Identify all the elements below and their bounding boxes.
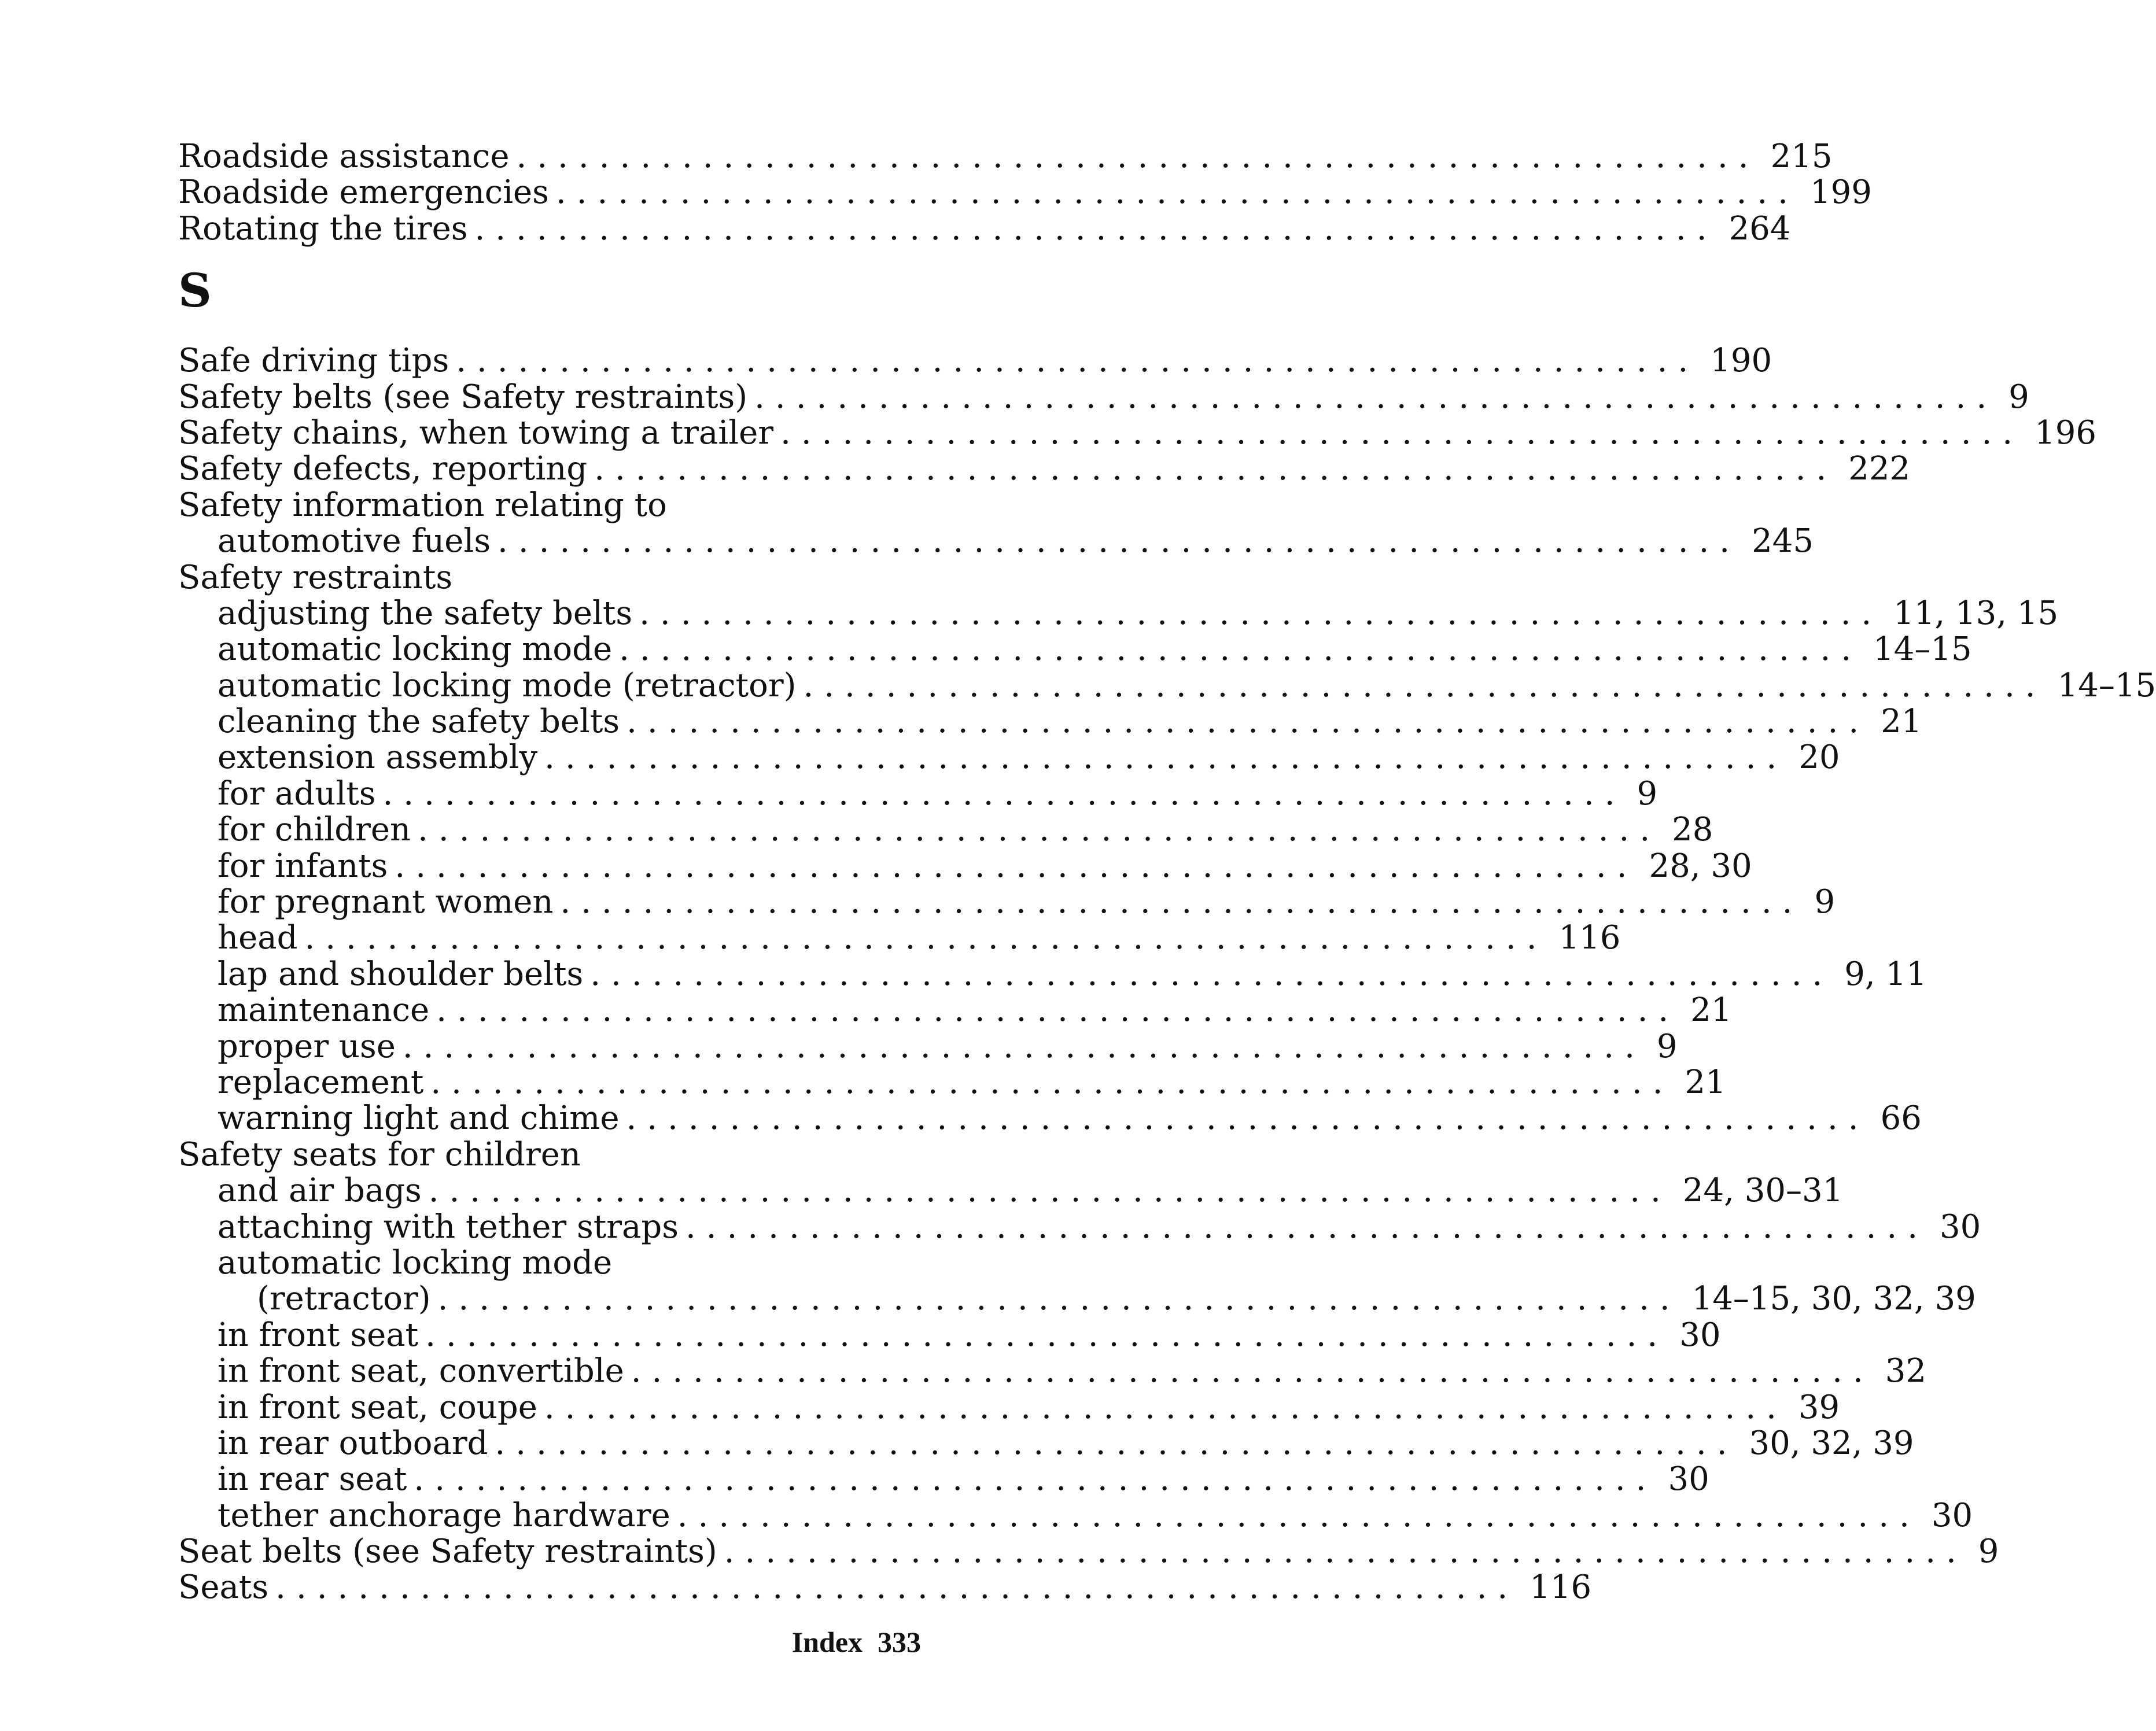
index-entry — [178, 991, 1732, 1029]
dot-leader: ............................................................ — [803, 666, 2046, 704]
index-term: replacement — [218, 1063, 424, 1101]
dot-leader: ............................................................ — [639, 594, 1882, 632]
index-entry — [178, 1027, 1678, 1065]
dot-leader: ............................................................ — [516, 138, 1759, 175]
index-entry — [178, 811, 1713, 849]
index-term: in rear outboard — [218, 1424, 488, 1462]
index-page-refs: 116 — [1558, 919, 1621, 957]
dot-leader: ............................................................ — [560, 883, 1803, 921]
index-page-refs: 9 — [1637, 774, 1658, 813]
index-page-refs: 14–15, 30, 32, 39 — [1691, 1280, 1976, 1318]
index-entry — [178, 1388, 1840, 1426]
index-term: Safety chains, when towing a trailer — [178, 414, 774, 452]
index-term: lap and shoulder belts — [218, 955, 584, 993]
index-term: adjusting the safety belts — [218, 594, 633, 632]
dot-leader: ............................................................ — [456, 342, 1699, 380]
index-entry — [178, 450, 1911, 488]
index-page-refs: 32 — [1885, 1352, 1927, 1390]
index-page-refs: 9 — [1978, 1533, 1999, 1571]
dot-leader: ............................................................ — [414, 1460, 1657, 1499]
index-page-refs: 20 — [1798, 739, 1840, 777]
index-entry — [178, 1137, 921, 1173]
index-entry — [178, 1063, 1726, 1101]
index-entries-s — [178, 342, 2156, 1607]
footer-page-number: 333 — [878, 1626, 921, 1658]
index-entry — [178, 919, 1621, 957]
index-term: head — [218, 919, 298, 957]
dot-leader: ............................................................ — [425, 1316, 1668, 1354]
index-term: automatic locking mode — [218, 1243, 613, 1282]
index-term: in rear seat — [218, 1460, 407, 1499]
index-entry — [178, 1533, 1999, 1571]
dot-leader: ............................................................ — [275, 1568, 1519, 1607]
index-page-refs: 24, 30–31 — [1682, 1172, 1844, 1210]
index-page-refs: 215 — [1770, 138, 1833, 175]
index-entry — [178, 488, 921, 523]
index-page-refs: 116 — [1530, 1568, 1592, 1607]
index-term: Rotating the tires — [178, 209, 468, 248]
footer-section-label: Index — [791, 1626, 863, 1658]
index-entry — [178, 847, 1752, 885]
index-term: extension assembly — [218, 739, 538, 777]
dot-leader: ............................................................ — [495, 1424, 1738, 1462]
index-page-refs: 30 — [1668, 1460, 1709, 1499]
index-entry — [178, 1208, 1981, 1246]
index-entry — [178, 666, 2156, 704]
dot-leader: ............................................................ — [382, 774, 1626, 813]
index-entry — [178, 774, 1658, 813]
dot-leader: ............................................................ — [754, 378, 1997, 416]
index-entry — [178, 703, 1922, 741]
index-term: Safety defects, reporting — [178, 450, 588, 488]
index-page-refs: 30 — [1679, 1316, 1721, 1354]
index-term: in front seat — [218, 1316, 419, 1354]
dot-leader: ............................................................ — [304, 919, 1547, 957]
index-page-refs: 21 — [1690, 991, 1732, 1029]
index-page-refs: 30, 32, 39 — [1749, 1424, 1914, 1462]
dot-leader: ............................................................ — [626, 703, 1870, 741]
index-page-refs: 39 — [1798, 1388, 1840, 1426]
index-term: automatic locking mode — [218, 630, 613, 669]
index-page-refs: 66 — [1880, 1099, 1922, 1138]
dot-leader: ............................................................ — [474, 209, 1718, 248]
index-page-refs: 9, 11 — [1844, 955, 1927, 993]
index-entry — [178, 1568, 1592, 1607]
index-term: tether anchorage hardware — [218, 1496, 670, 1534]
index-term: automatic locking mode (retractor) — [218, 666, 797, 704]
index-entry — [178, 1099, 1922, 1138]
index-page-refs: 21 — [1685, 1063, 1726, 1101]
index-page-refs: 9 — [1814, 883, 1836, 921]
index-term: for pregnant women — [218, 883, 554, 921]
dot-leader: ............................................................ — [497, 522, 1741, 560]
index-page-refs: 190 — [1710, 342, 1772, 380]
index-entry — [178, 630, 1972, 669]
index-entry — [178, 594, 2059, 632]
dot-leader: ............................................................ — [437, 1280, 1680, 1318]
index-page-refs: 199 — [1809, 174, 1872, 212]
dot-leader: ............................................................ — [402, 1027, 1645, 1065]
index-term: Roadside assistance — [178, 138, 510, 175]
section-letter: S — [178, 263, 212, 318]
index-entry — [178, 342, 1772, 380]
dot-leader: ............................................................ — [436, 991, 1679, 1029]
dot-leader: ............................................................ — [619, 630, 1862, 669]
index-term: maintenance — [218, 991, 430, 1029]
dot-leader: ............................................................ — [418, 811, 1661, 849]
index-entry — [178, 1460, 1709, 1499]
index-term: Safety seats for children — [178, 1135, 581, 1173]
index-term: cleaning the safety belts — [218, 703, 620, 741]
index-term: in front seat, coupe — [218, 1388, 537, 1426]
dot-leader: ............................................................ — [555, 174, 1798, 212]
index-page-refs: 9 — [2008, 378, 2029, 416]
index-term: Seat belts (see Safety restraints) — [178, 1533, 717, 1571]
dot-leader: ............................................................ — [430, 1063, 1674, 1101]
index-term: automotive fuels — [218, 522, 491, 560]
index-page — [178, 138, 2156, 1607]
dot-leader: ............................................................ — [631, 1352, 1874, 1390]
index-page-refs: 11, 13, 15 — [1893, 594, 2059, 632]
index-term: Seats — [178, 1568, 269, 1607]
index-entry — [178, 209, 1791, 248]
dot-leader: ............................................................ — [395, 847, 1638, 885]
dot-leader: ............................................................ — [428, 1172, 1671, 1210]
index-entry — [178, 560, 921, 596]
index-page-refs: 14–15 — [2057, 666, 2156, 704]
index-page-refs: 14–15 — [1873, 630, 1972, 669]
index-term: in front seat, convertible — [218, 1352, 624, 1390]
index-entry — [178, 739, 1840, 777]
dot-leader: ............................................................ — [544, 1388, 1787, 1426]
index-term: Safety information relating to — [178, 486, 667, 524]
index-page-refs: 21 — [1881, 703, 1922, 741]
index-entry — [178, 1496, 1973, 1534]
index-term: Safety restraints — [178, 558, 453, 596]
index-entry — [178, 955, 1927, 993]
index-entry — [178, 1172, 1844, 1210]
dot-leader: ............................................................ — [685, 1208, 1929, 1246]
index-page-refs: 28, 30 — [1649, 847, 1752, 885]
index-term: for children — [218, 811, 411, 849]
index-page-refs: 245 — [1752, 522, 1814, 560]
index-term: (retractor) — [257, 1280, 431, 1318]
dot-leader: ............................................................ — [626, 1099, 1869, 1138]
dot-leader: ............................................................ — [594, 450, 1837, 488]
index-entry — [178, 1245, 921, 1281]
index-term: for adults — [218, 774, 376, 813]
index-page-refs: 264 — [1729, 209, 1791, 248]
index-entry — [178, 883, 1836, 921]
index-page-refs: 9 — [1656, 1027, 1678, 1065]
index-entry — [178, 1280, 1976, 1318]
dot-leader: ............................................................ — [677, 1496, 1920, 1534]
index-entry — [178, 174, 1872, 212]
index-entry — [178, 414, 2096, 452]
index-entry — [178, 522, 1814, 560]
index-term: warning light and chime — [218, 1099, 620, 1138]
index-term: attaching with tether straps — [218, 1208, 679, 1246]
index-page-refs: 30 — [1940, 1208, 1981, 1246]
index-term: Safe driving tips — [178, 342, 449, 380]
index-entry — [178, 138, 1833, 175]
dot-leader: ............................................................ — [724, 1533, 1967, 1571]
index-page-refs: 222 — [1848, 450, 1911, 488]
dot-leader: ............................................................ — [590, 955, 1833, 993]
index-term: and air bags — [218, 1172, 422, 1210]
index-entry — [178, 1424, 1914, 1462]
index-term: proper use — [218, 1027, 396, 1065]
index-page-refs: 28 — [1672, 811, 1713, 849]
index-entries-r — [178, 138, 1872, 248]
index-entry — [178, 378, 2029, 416]
index-page-refs: 196 — [2035, 414, 2096, 452]
page-footer — [792, 1625, 921, 1659]
index-term: Roadside emergencies — [178, 174, 549, 212]
dot-leader: ............................................................ — [780, 414, 2024, 452]
index-entry — [178, 1316, 1721, 1354]
index-entry — [178, 1352, 1927, 1390]
index-page-refs: 30 — [1931, 1496, 1973, 1534]
dot-leader: ............................................................ — [544, 739, 1788, 777]
index-term: for infants — [218, 847, 388, 885]
index-term: Safety belts (see Safety restraints) — [178, 378, 748, 416]
